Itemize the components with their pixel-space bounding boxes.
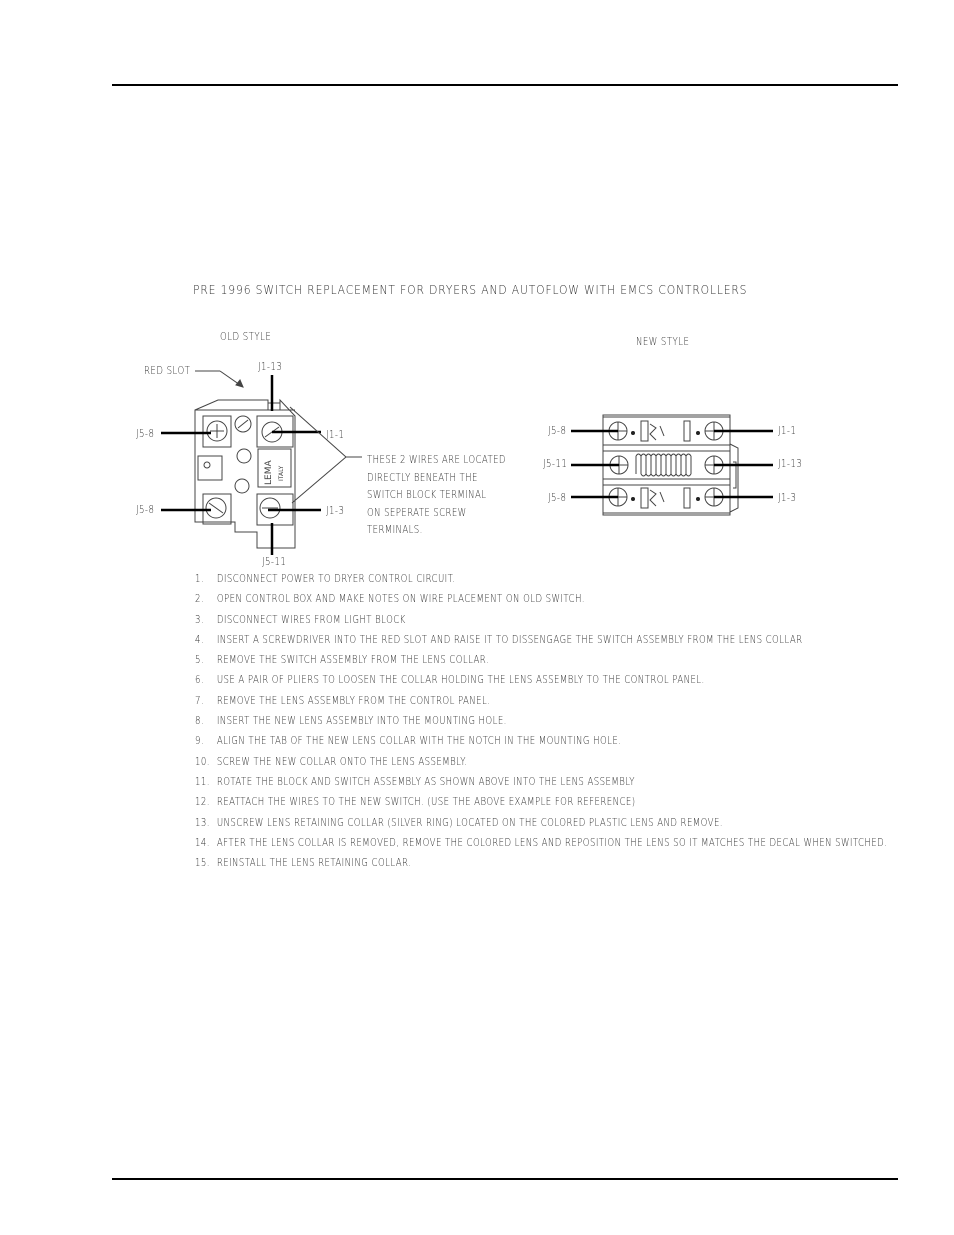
list-item: 15. REINSTALL THE LENS RETAINING COLLAR.	[195, 856, 412, 870]
lema-label: LEMA	[264, 460, 274, 485]
new-label-left-2: J5-11	[543, 457, 568, 470]
old-style-wires	[161, 375, 321, 555]
list-item: 10. SCREW THE NEW COLLAR ONTO THE LENS ASSEMBLY.	[195, 754, 468, 768]
old-label-top: J1-13	[258, 360, 283, 373]
old-style-leaders	[195, 371, 362, 503]
new-label-right-2: J1-13	[778, 457, 803, 470]
red-slot	[268, 403, 280, 410]
old-style-heading: OLD STYLE	[220, 330, 272, 343]
list-item: 12. REATTACH THE WIRES TO THE NEW SWITCH. (USE THE ABOVE EXAMPLE FOR REFERENCE)	[195, 795, 636, 809]
page-title: PRE 1996 SWITCH REPLACEMENT FOR DRYERS AND AUTOFLOW WITH EMCS CONTROLLERS	[193, 282, 748, 297]
list-item: 3. DISCONNECT WIRES FROM LIGHT BLOCK	[195, 612, 406, 626]
old-label-right-bottom: J1-3	[326, 504, 345, 517]
note-line: SWITCH BLOCK TERMINAL	[367, 488, 487, 501]
new-label-left-1: J5-8	[548, 424, 567, 437]
red-slot-label: RED SLOT	[144, 364, 191, 377]
list-item: 5. REMOVE THE SWITCH ASSEMBLY FROM THE LENS COLLAR.	[195, 653, 490, 667]
list-item: 14. AFTER THE LENS COLLAR IS REMOVED, REMOVE THE COLORED LENS AND REPOSITION THE LENS SO IT MATCHES THE DECAL WHEN SWITCHED.	[195, 835, 888, 849]
old-label-right-top: J1-1	[326, 428, 345, 441]
list-item: 9. ALIGN THE TAB OF THE NEW LENS COLLAR WITH THE NOTCH IN THE MOUNTING HOLE.	[195, 734, 622, 748]
list-item: 6. USE A PAIR OF PLIERS TO LOOSEN THE COLLAR HOLDING THE LENS ASSEMBLY TO THE CONTROL PANEL.	[195, 673, 705, 687]
old-label-left-top: J5-8	[136, 427, 155, 440]
lema-block	[258, 449, 291, 487]
list-item: 13. UNSCREW LENS RETAINING COLLAR (SILVER RING) LOCATED ON THE COLORED PLASTIC LENS AND REMOVE.	[195, 815, 723, 829]
new-style-wires	[571, 431, 773, 497]
list-item: 8. INSERT THE NEW LENS ASSEMBLY INTO THE MOUNTING HOLE.	[195, 714, 507, 728]
decal	[198, 456, 222, 480]
list-item: 4. INSERT A SCREWDRIVER INTO THE RED SLOT AND RAISE IT TO DISSENGAGE THE SWITCH ASSEMBLY FROM THE LENS COLLAR	[195, 632, 803, 646]
note-line: ON SEPERATE SCREW	[367, 505, 467, 519]
note-line: TERMINALS.	[367, 523, 423, 536]
list-item: 11. ROTATE THE BLOCK AND SWITCH ASSEMBLY AS SHOWN ABOVE INTO THE LENS ASSEMBLY	[195, 774, 635, 788]
instruction-steps	[195, 572, 954, 876]
old-label-left-bottom: J5-8	[136, 503, 155, 516]
new-label-right-1: J1-1	[778, 424, 797, 437]
old-label-bottom: J5-11	[262, 555, 287, 568]
note-line: THESE 2 WIRES ARE LOCATED	[367, 453, 506, 466]
new-label-left-3: J5-8	[548, 491, 567, 504]
list-item: 7. REMOVE THE LENS ASSEMBLY FROM THE CONTROL PANEL.	[195, 693, 491, 707]
italy-label: ITALY	[278, 465, 285, 481]
list-item: 1. DISCONNECT POWER TO DRYER CONTROL CIRCUIT.	[195, 572, 456, 585]
lema-text	[264, 460, 285, 485]
new-label-right-3: J1-3	[778, 491, 797, 504]
new-style-heading: NEW STYLE	[636, 335, 690, 348]
note-line: DIRECTLY BENEATH THE	[367, 470, 478, 484]
list-item: 2. OPEN CONTROL BOX AND MAKE NOTES ON WIRE PLACEMENT ON OLD SWITCH.	[195, 592, 585, 606]
